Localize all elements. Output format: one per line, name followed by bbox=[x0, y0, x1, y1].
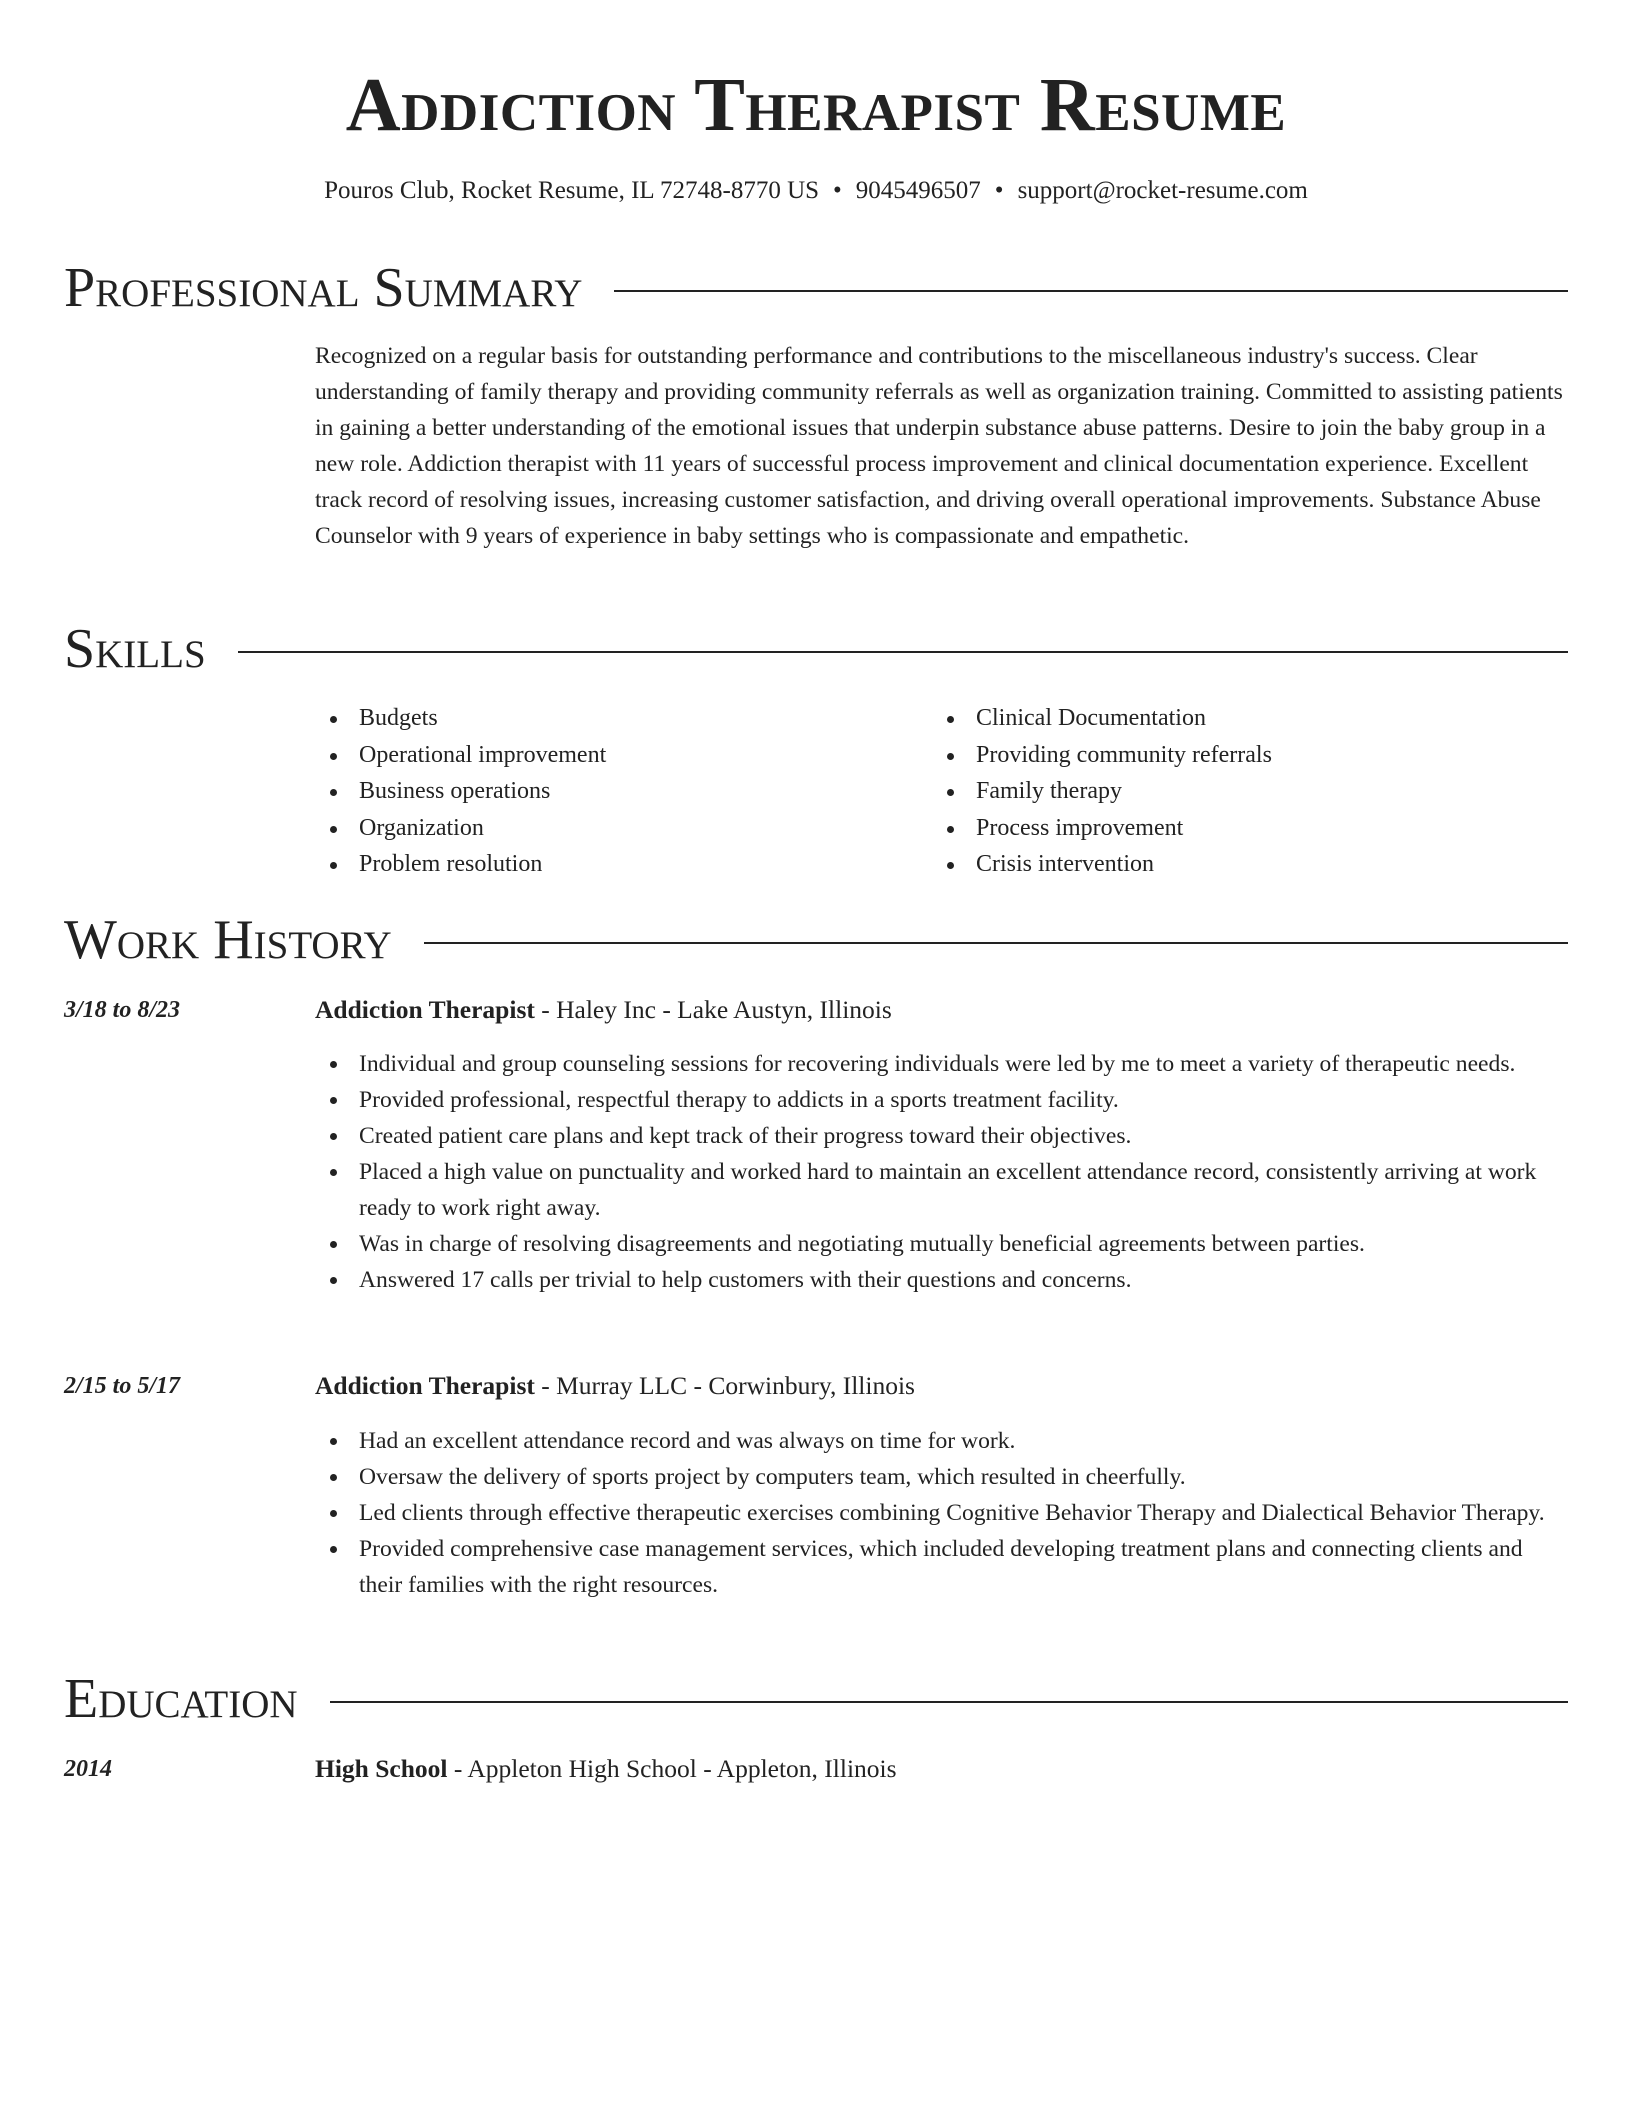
contact-email: support@rocket-resume.com bbox=[1017, 177, 1308, 204]
job-bullets bbox=[315, 1423, 1568, 1603]
job-bullet: Answered 17 calls per trivial to help customers with their questions and concerns. bbox=[315, 1262, 1568, 1298]
job-bullets bbox=[315, 1046, 1568, 1298]
job-bullet: Was in charge of resolving disagreements and negotiating mutually beneficial agreements between parties. bbox=[315, 1226, 1568, 1262]
job-title bbox=[315, 1369, 1568, 1403]
job-bullet: Individual and group counseling sessions for recovering individuals were led by me to meet a variety of therapeutic needs. bbox=[315, 1046, 1568, 1082]
section-divider bbox=[424, 942, 1568, 944]
job-role: Addiction Therapist bbox=[315, 995, 535, 1024]
skill-item: Process improvement bbox=[932, 810, 1549, 847]
job-dates: 2/15 to 5/17 bbox=[64, 1373, 181, 1399]
job-employer: - Murray LLC - Corwinbury, Illinois bbox=[534, 1371, 915, 1400]
section-divider bbox=[238, 651, 1568, 653]
education-degree: High School bbox=[315, 1754, 448, 1783]
education-entry bbox=[315, 1752, 1568, 1786]
job-bullet: Created patient care plans and kept track of their progress toward their objectives. bbox=[315, 1118, 1568, 1154]
skill-item: Crisis intervention bbox=[932, 846, 1549, 883]
section-divider bbox=[614, 290, 1568, 292]
skills-list-right bbox=[932, 700, 1549, 883]
skill-item: Operational improvement bbox=[315, 737, 932, 774]
job-bullet: Oversaw the delivery of sports project by computers team, which resulted in cheerfully. bbox=[315, 1459, 1568, 1495]
work-heading: Work History bbox=[64, 909, 392, 971]
skill-item: Organization bbox=[315, 810, 932, 847]
education-year: 2014 bbox=[64, 1756, 112, 1782]
job-dates: 3/18 to 8/23 bbox=[64, 997, 181, 1023]
contact-separator: • bbox=[833, 177, 842, 204]
summary-section-header bbox=[64, 253, 1568, 323]
education-section-header bbox=[64, 1664, 1568, 1734]
education-school: - Appleton High School - Appleton, Illinois bbox=[447, 1754, 897, 1783]
skill-item: Family therapy bbox=[932, 773, 1549, 810]
skill-item: Clinical Documentation bbox=[932, 700, 1549, 737]
job-title bbox=[315, 993, 1568, 1027]
job-bullet: Led clients through effective therapeutic exercises combining Cognitive Behavior Therapy and Dialectical Behavior Therapy. bbox=[315, 1495, 1568, 1531]
skill-item: Problem resolution bbox=[315, 846, 932, 883]
skill-item: Budgets bbox=[315, 700, 932, 737]
job-role: Addiction Therapist bbox=[315, 1371, 535, 1400]
summary-text: Recognized on a regular basis for outstanding performance and contributions to the miscellaneous industry's success. Clear understanding of family therapy and providing community referrals as well as organization training. Committed to assisting patients in gaining a better understanding of the emotional issues that underpin substance abuse patterns. Desire to join the baby group in a new role. Addiction therapist with 11 years of successful process improvement and clinical documentation experience. Excellent track record of resolving issues, increasing customer satisfaction, and driving overall operational improvements. Substance Abuse Counselor with 9 years of experience in baby settings who is compassionate and empathetic. bbox=[315, 343, 1563, 549]
skills-grid bbox=[315, 700, 1568, 883]
job-bullet: Placed a high value on punctuality and worked hard to maintain an excellent attendance record, consistently arriving at work ready to work right away. bbox=[315, 1154, 1568, 1226]
job-bullet: Provided comprehensive case management services, which included developing treatment plans and connecting clients and their families with the right resources. bbox=[315, 1531, 1568, 1603]
job-bullet: Had an excellent attendance record and was always on time for work. bbox=[315, 1423, 1568, 1459]
section-divider bbox=[330, 1701, 1568, 1703]
skill-item: Business operations bbox=[315, 773, 932, 810]
resume-title: Addiction Therapist Resume bbox=[345, 63, 1287, 147]
contact-line bbox=[0, 174, 1632, 208]
skills-list-left bbox=[315, 700, 932, 883]
skill-item: Providing community referrals bbox=[932, 737, 1549, 774]
contact-phone: 9045496507 bbox=[855, 177, 981, 204]
contact-address: Pouros Club, Rocket Resume, IL 72748-8770 US bbox=[324, 177, 820, 204]
work-section-header bbox=[64, 905, 1568, 975]
skills-section-header bbox=[64, 614, 1568, 684]
skills-heading: Skills bbox=[64, 618, 206, 680]
job-bullet: Provided professional, respectful therapy to addicts in a sports treatment facility. bbox=[315, 1082, 1568, 1118]
contact-separator: • bbox=[994, 177, 1004, 204]
job-employer: - Haley Inc - Lake Austyn, Illinois bbox=[534, 995, 892, 1024]
summary-heading: Professional Summary bbox=[64, 257, 583, 319]
education-heading: Education bbox=[64, 1668, 298, 1730]
